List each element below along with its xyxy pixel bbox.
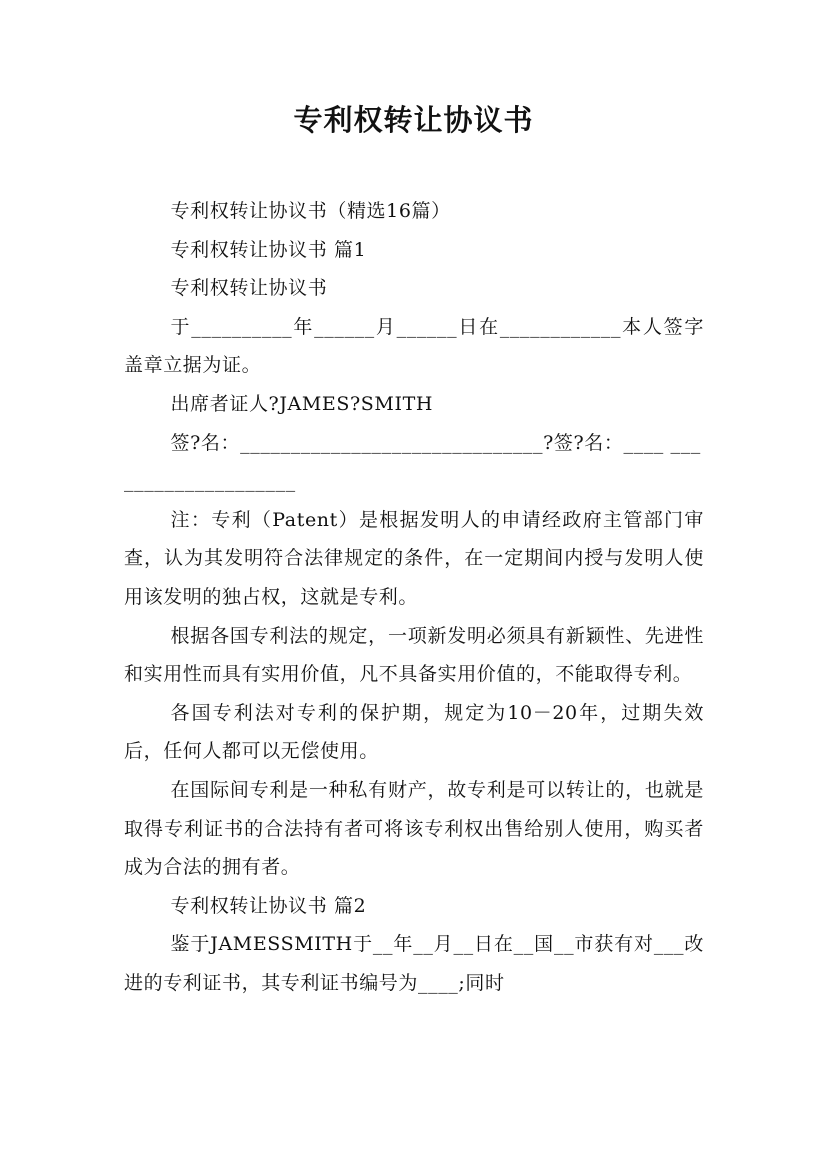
paragraph-international-transfer: 在国际间专利是一种私有财产，故专利是可以转让的，也就是取得专利证书的合法持有者可将该专利权出售给别人使用，购买者成为合法的拥有者。 [124,778,704,879]
paragraph-date-clause: 于__________年______月______日在____________本人签字盖章立据为证。 [124,315,704,377]
paragraph-patent-note: 注：专利（Patent）是根据发明人的申请经政府主管部门审查，认为其发明符合法律规定的条件，在一定期间内授与发明人使用该发明的独占权，这就是专利。 [124,508,704,608]
paragraph-signature-lines: 签?名：______________________________?签?名：____ ____________________ [124,431,701,493]
document-title: 专利权转让协议书 [293,103,534,137]
paragraph-patent-law: 根据各国专利法的规定，一项新发明必须具有新颖性、先进性和实用性而具有实用价值，凡不具备实用价值的，不能取得专利。 [124,624,704,686]
paragraph-witness: 出席者证人?JAMES?SMITH [170,392,434,415]
paragraph-subtitle: 专利权转让协议书（精选16篇） [170,200,451,222]
paragraph-whereas-clause: 鉴于JAMESSMITH于__年__月__日在__国__市获有对___改进的专利证书，其专利证书编号为____;同时 [124,933,704,994]
paragraph-protection-period: 各国专利法对专利的保护期，规定为10－20年，过期失效后，任何人都可以无偿使用。 [124,701,704,763]
document-body [124,192,704,1002]
paragraph-section-heading-1: 专利权转让协议书 篇1 [170,238,367,261]
paragraph-section-heading-2: 专利权转让协议书 篇2 [170,894,367,917]
paragraph-agreement-heading: 专利权转让协议书 [170,277,328,300]
